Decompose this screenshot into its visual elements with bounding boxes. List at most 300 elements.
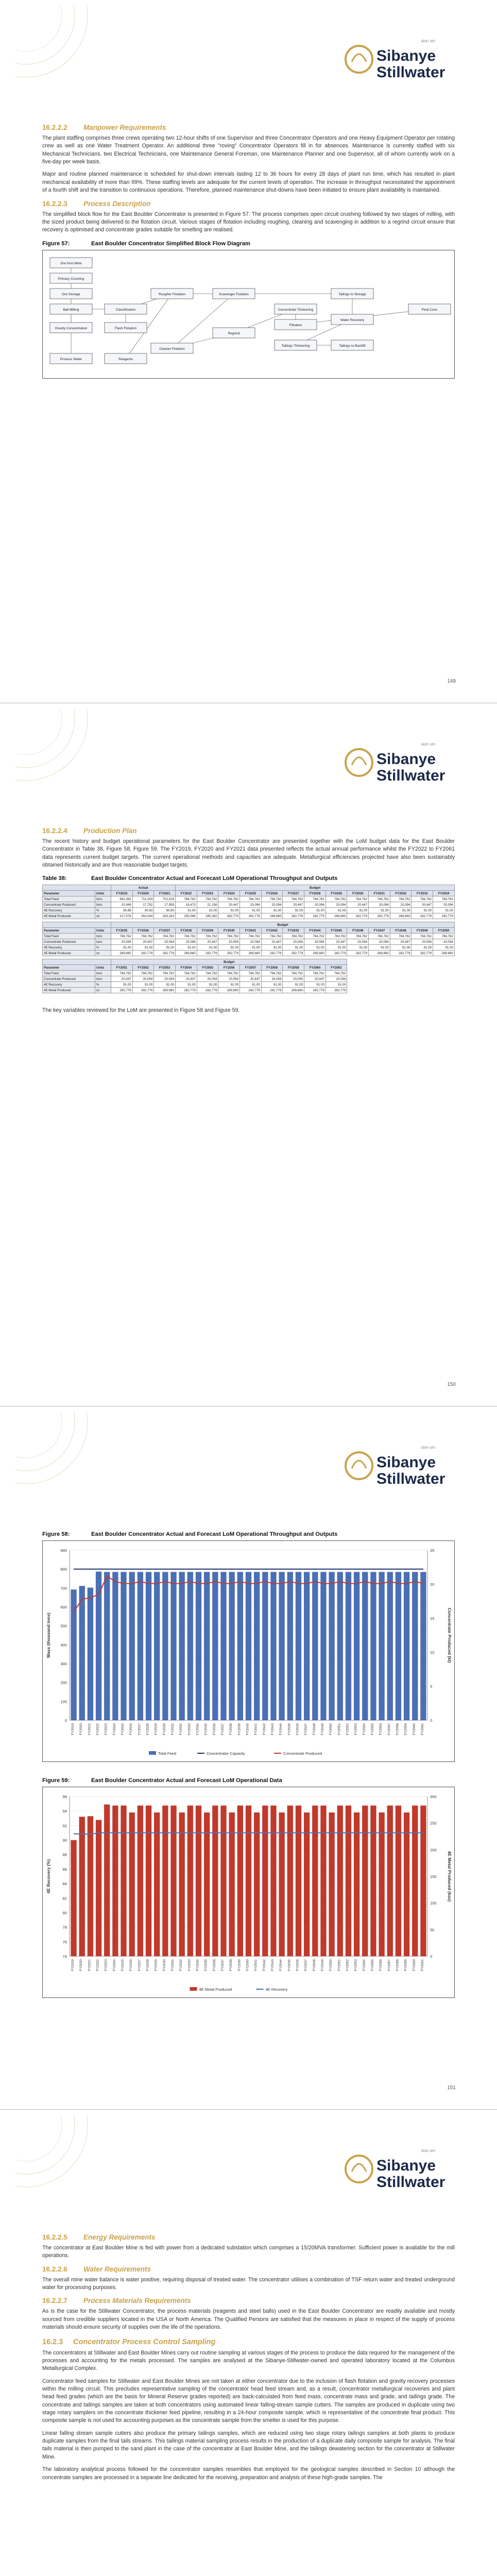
bar — [279, 1812, 284, 1956]
section-heading-water: 16.2.2.6 Water Requirements — [42, 2265, 151, 2273]
flow-block — [50, 353, 92, 364]
bar — [387, 1572, 393, 1720]
bar — [154, 1812, 160, 1956]
flow-block-label: Flash Flotation — [114, 326, 137, 330]
flow-block-label: Concentrate Thickening — [278, 308, 314, 312]
logo-svg — [342, 734, 451, 791]
bar — [104, 1805, 110, 1957]
bar — [212, 1806, 218, 1956]
flow-block — [275, 319, 317, 330]
bar — [88, 1816, 93, 1956]
logo-tagline: sion sm — [421, 2148, 435, 2153]
x-tick-label: FY2052 — [346, 1959, 350, 1971]
x-tick-label: FY2023 — [104, 1723, 108, 1735]
flow-block — [105, 323, 147, 333]
bar — [412, 1572, 418, 1720]
x-tick-label: FY2028 — [146, 1959, 150, 1971]
section-heading-energy: 16.2.2.5 Energy Requirements — [42, 2233, 156, 2241]
y2-tick-label: 100 — [430, 1901, 437, 1906]
bar — [304, 1812, 310, 1956]
bar — [170, 1572, 176, 1720]
bar — [129, 1572, 135, 1720]
logo-mark-icon — [346, 749, 372, 776]
x-tick-label: FY2033 — [187, 1723, 192, 1735]
bar — [329, 1812, 334, 1956]
bar — [354, 1572, 359, 1720]
table-row: 4E Metal Produced oz 217,578 262,044 263,333 255,568 285,382 282,779 282,779 269,660 282,779 282,779 269,660 282,779 282,779 269,660 282,779 282,779 — [43, 913, 455, 919]
y2-tick-label: 250 — [430, 1821, 437, 1826]
y2-tick-label: 25 — [430, 1548, 435, 1553]
paragraph: The concentrators at Stillwater and East Boulder Mines carry out routine sampling at various stages of the process to produce the data required for the management of the processes and accounting for the metals processed. The samples are analysed at the Sibanye-Stillwater-owned and operated laboratory located at the Columbus Metallurgical Complex. — [42, 2349, 455, 2372]
bar — [396, 1572, 401, 1720]
x-tick-label: FY2019 — [71, 1723, 75, 1735]
table-group-row — [43, 959, 455, 965]
decorative-rings-icon — [15, 708, 103, 796]
logo-svg — [342, 31, 451, 88]
y-tick-label: 80 — [62, 1910, 67, 1916]
flow-block-label: Gravity Concentration — [55, 326, 88, 330]
x-tick-label: FY2034 — [196, 1723, 200, 1735]
flow-block-label: Process Water — [60, 357, 82, 361]
flow-line — [172, 294, 234, 348]
legend-label: Total Feed — [158, 1751, 177, 1756]
budget-header: Budget — [176, 885, 455, 891]
flow-block — [105, 353, 147, 364]
bar — [420, 1572, 426, 1720]
bar — [320, 1806, 326, 1956]
bar — [129, 1812, 135, 1956]
y-axis-label: 4E Recovery (%) — [46, 1859, 51, 1894]
logo-mark-icon — [346, 1452, 372, 1479]
paragraph: The laboratory analytical process followed for the concentrator samples resembles that employed for the geological samples described in Section 10 although the concentrate samples are processed in a separate line dedicated for the receiving, preparation and analysis of these high-grade samples. The — [42, 2466, 455, 2481]
logo-mark-icon — [352, 757, 366, 765]
y-tick-label: 200 — [60, 1680, 67, 1685]
logo-mark-icon — [352, 54, 366, 62]
y2-axis-label: 4E Metal Produced (koz) — [447, 1851, 452, 1902]
page-150 — [0, 703, 497, 1406]
logo-tagline: sion sm — [421, 742, 435, 747]
logo-tagline: sion sm — [421, 1445, 435, 1450]
x-tick-label: FY2056 — [379, 1723, 383, 1735]
table-row: Total Feed tons 784,762 784,762 784,762 784,762 784,762 784,762 784,762 784,762 784,762 784,762 784,762 — [43, 971, 455, 976]
flow-block — [105, 304, 147, 314]
table-row: Concentrate Produced tons 20,447 20,094 20,094 20,447 20,094 20,094 20,447 20,094 20,094 20,447 20,094 — [43, 976, 455, 982]
table-row: 4E Recovery % 91.00 91.00 91.00 91.00 91.00 91.00 91.00 91.00 91.00 91.00 91.00 — [43, 982, 455, 988]
y2-tick-label: 0 — [430, 1954, 433, 1959]
bar — [220, 1806, 226, 1956]
logo-mark-icon — [346, 46, 372, 73]
x-tick-label: FY2022 — [96, 1959, 100, 1971]
x-tick-label: FY2038 — [229, 1723, 233, 1735]
x-tick-label: FY2031 — [171, 1723, 175, 1735]
x-tick-label: FY2025 — [121, 1723, 125, 1735]
flow-block-label: Ball Milling — [63, 308, 79, 312]
flow-block-label: Filtration — [289, 323, 302, 327]
page-number: 151 — [447, 2085, 456, 2091]
bar — [370, 1572, 376, 1720]
legend-label: Concentrate Produced — [283, 1751, 322, 1756]
flow-block-label: Final Conc — [421, 308, 438, 312]
bar — [79, 1586, 85, 1720]
flow-block-label: Tailings Thickening — [281, 344, 310, 348]
bar — [229, 1572, 235, 1720]
bar — [162, 1806, 168, 1956]
x-tick-label: FY2060 — [412, 1723, 416, 1735]
production-table — [42, 885, 455, 993]
x-tick-label: FY2037 — [221, 1723, 225, 1735]
x-tick-label: FY2050 — [329, 1959, 333, 1971]
y2-tick-label: 15 — [430, 1616, 435, 1621]
logo-mark-icon — [346, 2156, 372, 2182]
budget-header: Budget — [111, 959, 347, 965]
x-tick-label: FY2026 — [129, 1959, 133, 1971]
y-tick-label: 86 — [62, 1867, 67, 1872]
table-caption: Table 38: East Boulder Concentrator Actual and Forecast LoM Operational Throughput and Outputs — [42, 875, 338, 882]
x-tick-label: FY2023 — [104, 1959, 108, 1971]
x-tick-label: FY2059 — [404, 1723, 408, 1735]
legend-label: Concentrator Capacity — [207, 1751, 245, 1756]
x-tick-label: FY2061 — [420, 1723, 424, 1735]
bar — [229, 1812, 235, 1956]
x-tick-label: FY2030 — [162, 1959, 166, 1971]
decorative-rings-icon — [15, 2115, 103, 2202]
x-tick-label: FY2039 — [237, 1723, 242, 1735]
y2-tick-label: 200 — [430, 1848, 437, 1853]
bar — [312, 1572, 318, 1720]
x-tick-label: FY2027 — [138, 1723, 142, 1735]
bar — [179, 1812, 185, 1956]
logo-name-bottom: Stillwater — [376, 767, 445, 784]
decorative-rings-icon — [15, 5, 103, 93]
flow-block-label: Tailings to Backfill — [339, 344, 366, 348]
x-tick-label: FY2059 — [404, 1959, 408, 1971]
flow-block-label: Rougher Flotation — [159, 292, 185, 296]
logo-mark-icon — [352, 2164, 366, 2172]
bar — [279, 1572, 284, 1720]
bar — [187, 1806, 193, 1956]
logo-name-bottom: Stillwater — [376, 64, 445, 81]
sibanye-stillwater-logo — [342, 734, 451, 791]
y-tick-label: 400 — [60, 1642, 67, 1648]
table-row: Total Feed tons 784,762 784,762 784,762 784,762 784,762 784,762 784,762 784,762 784,762 784,762 784,762 784,762 784,762 784,762 784,762 784,762 — [43, 934, 455, 939]
bar — [412, 1806, 418, 1956]
legend-swatch — [190, 1987, 197, 1991]
bar — [254, 1572, 260, 1720]
paragraph: Major and routine planned maintenance is scheduled for shut-down intervals lasting 12 to 36 hours for every 28 days of plant run time, which has resulted in plant mechanical availability of more than 99%. These staffing levels are adequate for the current levels of operation. The increase in throughput necessitated the appointment of a fourth shift and the transition to continuous operations. Therefore, planned maintenance shut-downs have been initiated to ensure plant availability is maintained. — [42, 171, 455, 194]
y-tick-label: 96 — [62, 1794, 67, 1799]
flow-block — [151, 343, 193, 353]
x-tick-label: FY2047 — [304, 1959, 308, 1971]
bar — [270, 1806, 276, 1956]
chart-operational — [42, 1787, 455, 1998]
x-tick-label: FY2048 — [312, 1959, 316, 1971]
x-tick-label: FY2036 — [212, 1723, 216, 1735]
flow-block — [275, 304, 317, 314]
flow-block — [50, 273, 92, 283]
paragraph: The overall mine water balance is water positive, requiring disposal of treated water. The concentrator utilises a combination of TSF return water and treated underground water for processing purposes. — [42, 2276, 455, 2291]
bar — [179, 1572, 185, 1720]
bar — [404, 1812, 409, 1956]
bar — [346, 1572, 351, 1720]
x-tick-label: FY2020 — [79, 1723, 83, 1735]
x-tick-label: FY2054 — [362, 1723, 366, 1735]
logo-mark-icon — [352, 1461, 366, 1468]
bar — [246, 1572, 251, 1720]
y-tick-label: 700 — [60, 1586, 67, 1591]
x-tick-label: FY2047 — [304, 1723, 308, 1735]
paragraph: As is the case for the Stillwater Concentrator, the process materials (reagents and steel balls) used in the East Boulder Concentrator are readily available and mostly sourced from credible suppliers located in the USA or North America. The Qualified Persons are satisfied that the measures in place in respect of the supply of process materials should ensure security of supplies over the life of the operations. — [42, 2308, 455, 2331]
bar — [162, 1572, 168, 1720]
table-row: Total Feed tons 692,382 711,004 701,516 786,762 784,762 784,762 784,762 784,762 784,762 784,762 784,762 784,762 784,762 784,762 784,762 784,762 — [43, 896, 455, 902]
bar — [237, 1572, 243, 1720]
logo-name-top: Sibanye — [376, 1454, 436, 1471]
bar — [296, 1572, 301, 1720]
flow-block-label: Water Recovery — [340, 318, 365, 322]
logo-svg — [342, 2141, 451, 2197]
bar — [379, 1572, 384, 1720]
x-tick-label: FY2045 — [287, 1723, 292, 1735]
y-tick-label: 88 — [62, 1852, 67, 1857]
x-tick-label: FY2040 — [246, 1723, 250, 1735]
flow-block — [331, 289, 373, 299]
flow-block — [331, 340, 373, 350]
x-tick-label: FY2057 — [387, 1723, 391, 1735]
bar — [138, 1806, 143, 1956]
x-tick-label: FY2045 — [287, 1959, 292, 1971]
bar — [204, 1572, 210, 1720]
y-tick-label: 800 — [60, 1567, 67, 1572]
section-heading-process-description: 16.2.2.3 Process Description — [42, 199, 151, 208]
x-tick-label: FY2032 — [179, 1723, 183, 1735]
bar — [96, 1820, 101, 1956]
logo-name-top: Sibanye — [376, 47, 436, 64]
flow-block — [50, 258, 92, 268]
sibanye-stillwater-logo — [342, 2141, 451, 2197]
x-tick-label: FY2041 — [254, 1723, 258, 1735]
bar — [320, 1572, 326, 1720]
y2-tick-label: 5 — [430, 1684, 433, 1689]
bar — [187, 1572, 193, 1720]
x-tick-label: FY2031 — [171, 1959, 175, 1971]
x-tick-label: FY2039 — [237, 1959, 242, 1971]
y2-axis-label: Concentrate Produced (kt) — [447, 1607, 452, 1663]
page-number: 149 — [447, 679, 456, 684]
bar — [362, 1572, 368, 1720]
bar — [337, 1572, 343, 1720]
flow-block-label: Cleaner Flotation — [159, 347, 185, 351]
y-tick-label: 78 — [62, 1925, 67, 1930]
x-tick-label: FY2029 — [154, 1723, 158, 1735]
x-tick-label: FY2044 — [279, 1959, 283, 1971]
x-tick-label: FY2053 — [354, 1959, 358, 1971]
x-tick-label: FY2028 — [146, 1723, 150, 1735]
x-tick-label: FY2036 — [212, 1959, 216, 1971]
section-heading-manpower: 16.2.2.2 Manpower Requirements — [42, 124, 166, 131]
bar — [196, 1572, 201, 1720]
x-tick-label: FY2035 — [204, 1723, 208, 1735]
x-tick-label: FY2038 — [229, 1959, 233, 1971]
table-row: 4E Recovery % 90.86 90.83 90.80 91.00 91.00 91.00 91.00 91.00 91.00 91.00 91.00 91.00 91.00 91.00 91.00 91.00 — [43, 908, 455, 913]
x-tick-label: FY2054 — [362, 1959, 366, 1971]
y2-tick-label: 20 — [430, 1582, 435, 1587]
paragraph: Concentrator feed samples for Stillwater and East Boulder Mines are not taken at either concentrator due to the inclusion of flash flotation and gravity recovery processes within the milling circuit. This precludes representative sampling of the concentrator head feed stream and, as a result, concentrator metallurgical recoveries and plant head feed grades (which are the basis for Mineral Reserve grades reported) are back-calculated from feed mass, concentrate mass and grade, and tailings grade. The concentrate and tailings samples are taken at both concentrators using automated linear falling-stream sample cutters. The samples are produced in duplicate using two stage rotary samplers on the concentrate thickener feed pipeline, resulting in a 24-hour composite sample, which is representative of the concentrate final product. This composite sample is not used for accounting purposes as the concentrate sample from the smelter is used for this purpose. — [42, 2378, 455, 2424]
section-heading-production-plan: 16.2.2.4 Production Plan — [42, 827, 137, 835]
x-tick-label: FY2043 — [270, 1723, 275, 1735]
page-149 — [0, 0, 497, 703]
bar — [237, 1806, 243, 1956]
flow-block-label: Tailings to Storage — [338, 292, 366, 296]
x-tick-label: FY2052 — [346, 1723, 350, 1735]
y-tick-label: 0 — [64, 1718, 67, 1723]
x-tick-label: FY2051 — [337, 1959, 341, 1971]
bar — [379, 1812, 384, 1956]
flow-block-label: Reagents — [118, 357, 133, 361]
production-table-grid — [42, 885, 455, 993]
bar — [112, 1572, 118, 1720]
logo-name-bottom: Stillwater — [376, 1470, 445, 1487]
bar — [146, 1572, 151, 1720]
x-tick-label: FY2053 — [354, 1723, 358, 1735]
legend-label: 4E Metal Produced — [199, 1987, 232, 1992]
y-tick-label: 100 — [60, 1699, 67, 1704]
sibanye-stillwater-logo — [342, 1437, 451, 1494]
budget-header: Budget — [111, 922, 455, 928]
bar — [71, 1840, 76, 1956]
block-flow-diagram — [42, 250, 455, 379]
x-tick-label: FY2058 — [396, 1723, 400, 1735]
x-tick-label: FY2051 — [337, 1723, 341, 1735]
bar — [296, 1806, 301, 1956]
bar — [88, 1588, 93, 1720]
y-tick-label: 90 — [62, 1838, 67, 1843]
y2-tick-label: 10 — [430, 1650, 435, 1655]
table-header-row: Parameter Units FY2019 FY2020 FY2021 FY2022 FY2023 FY2024 FY2025 FY2026 FY2027 FY2028 FY2029 FY2030 FY2031 FY2032 FY2033 FY2034 — [43, 891, 455, 896]
x-tick-label: FY2021 — [88, 1723, 92, 1735]
bar — [329, 1572, 334, 1720]
logo-name-top: Sibanye — [376, 2157, 436, 2174]
table-row: Concentrate Produced tons 15,949 17,752 17,959 18,473 21,156 20,447 20,094 20,094 20,447 20,094 20,094 20,447 20,094 20,094 20,447 20,094 — [43, 902, 455, 908]
x-tick-label: FY2041 — [254, 1959, 258, 1971]
x-tick-label: FY2049 — [320, 1959, 324, 1971]
logo-tagline: sion sm — [421, 39, 435, 43]
y-tick-label: 76 — [62, 1939, 67, 1944]
x-tick-label: FY2057 — [387, 1959, 391, 1971]
paragraph: Linear falling stream sample cutters also produce the primary tailings samples, which are reduced using two stage rotary tailings samplers at both plants to produce duplicate samples from the final tails streams. This tailings material sampling process results in the production of a duplicate daily composite sample for analysis. The final tails material is then pumped to the sand plant in the case of the concentrator at East Boulder Mine, and the tailings dewatering section for the concentrator at Stillwater Mine. — [42, 2430, 455, 2460]
y2-tick-label: 300 — [430, 1794, 437, 1799]
y-tick-label: 92 — [62, 1823, 67, 1828]
table-group-row — [43, 922, 455, 928]
flow-block-label: Ore from Mine — [60, 261, 82, 265]
paragraph: The key variables reviewed for the LoM are presented in Figure 58 and Figure 59. — [42, 1007, 240, 1014]
flow-block-label: Scavenger Flotation — [219, 292, 249, 296]
x-tick-label: FY2050 — [329, 1723, 333, 1735]
x-tick-label: FY2049 — [320, 1723, 324, 1735]
bar — [346, 1806, 351, 1956]
x-tick-label: FY2022 — [96, 1723, 100, 1735]
x-tick-label: FY2026 — [129, 1723, 133, 1735]
y2-tick-label: 0 — [430, 1718, 433, 1723]
table-row: Concentrate Produced tons 20,094 20,447 20,094 20,094 20,447 20,094 20,094 20,447 20,094 20,094 20,447 20,094 20,094 20,447 20,094 20,094 — [43, 939, 455, 945]
bar — [370, 1806, 376, 1956]
flow-block-label: Regrind — [228, 331, 240, 335]
flow-block — [275, 340, 317, 350]
throughput-chart-svg — [43, 1541, 454, 1761]
figure-caption: Figure 58: East Boulder Concentrator Actual and Forecast LoM Operational Throughput and Outputs — [42, 1531, 338, 1537]
flow-block — [213, 289, 255, 299]
section-heading-process-materials: 16.2.2.7 Process Materials Requirements — [42, 2297, 191, 2305]
x-tick-label: FY2048 — [312, 1723, 316, 1735]
bar — [287, 1572, 293, 1720]
table-group-row — [43, 885, 455, 891]
x-tick-label: FY2043 — [270, 1959, 275, 1971]
paragraph: The plant staffing comprises three crews operating two 12-hour shifts of one Supervisor and three Concentrator Operators and one Heavy Equipment Operator per rotating crew as well as one Water Treatment Operator. An additional three "roving" Concentrator Operators fill in for absences. Maintenance is currently staffed with six Mechanical Technicians, two Electrical Technicians, one Maintenance General Foreman, one Maintenance Planner and one Supervisor, all of whom currently work on a five-day per week basis. — [42, 135, 455, 165]
flow-block — [408, 304, 451, 314]
y-tick-label: 82 — [62, 1896, 67, 1901]
x-tick-label: FY2027 — [138, 1959, 142, 1971]
bar — [79, 1817, 85, 1956]
legend-label: 4E Recovery — [265, 1987, 288, 1992]
x-tick-label: FY2033 — [187, 1959, 192, 1971]
x-tick-label: FY2042 — [262, 1723, 266, 1735]
bar — [220, 1572, 226, 1720]
bar — [362, 1806, 368, 1956]
table-header-row: Parameter Units FY2051 FY2052 FY2053 FY2054 FY2055 FY2056 FY2057 FY2058 FY2059 FY2060 FY2061 — [43, 965, 455, 971]
flow-block-label: Ore Storage — [62, 292, 80, 296]
x-tick-label: FY2030 — [162, 1723, 166, 1735]
x-tick-label: FY2019 — [71, 1959, 75, 1971]
flow-block — [50, 304, 92, 314]
x-tick-label: FY2020 — [79, 1959, 83, 1971]
flow-block — [50, 323, 92, 333]
figure-caption: Figure 59: East Boulder Concentrator Actual and Forecast LoM Operational Data — [42, 1777, 282, 1784]
x-tick-label: FY2034 — [196, 1959, 200, 1971]
bar — [270, 1572, 276, 1720]
x-tick-label: FY2056 — [379, 1959, 383, 1971]
y-axis-label: Mass (thousand tons) — [46, 1613, 51, 1658]
y-tick-label: 300 — [60, 1662, 67, 1666]
chart-throughput — [42, 1540, 455, 1762]
table-row: 4E Recovery % 91.00 91.00 91.00 91.00 91.00 91.00 91.00 91.00 91.00 91.00 91.00 91.00 91.00 91.00 91.00 91.00 — [43, 945, 455, 951]
flow-block — [213, 328, 255, 338]
x-tick-label: FY2024 — [112, 1959, 116, 1971]
x-tick-label: FY2035 — [204, 1959, 208, 1971]
bar — [254, 1812, 260, 1956]
logo-svg — [342, 1437, 451, 1494]
y-tick-label: 94 — [62, 1809, 67, 1814]
y-tick-label: 600 — [60, 1605, 67, 1609]
flow-block — [331, 314, 373, 325]
legend-swatch — [149, 1751, 156, 1755]
x-tick-label: FY2046 — [296, 1723, 300, 1735]
bar — [138, 1572, 143, 1720]
flow-block — [151, 289, 193, 299]
x-tick-label: FY2024 — [112, 1723, 116, 1735]
bar — [196, 1806, 201, 1956]
logo-name-bottom: Stillwater — [376, 2174, 445, 2191]
actual-header: Actual — [111, 885, 176, 891]
bar — [170, 1806, 176, 1956]
bar — [204, 1812, 210, 1956]
bar — [146, 1806, 151, 1956]
x-tick-label: FY2058 — [396, 1959, 400, 1971]
bar — [420, 1806, 426, 1956]
x-tick-label: FY2044 — [279, 1723, 283, 1735]
x-tick-label: FY2055 — [370, 1723, 374, 1735]
x-tick-label: FY2046 — [296, 1959, 300, 1971]
flow-block — [50, 289, 92, 299]
section-heading-sampling: 16.2.3 Concentrator Process Control Sampling — [42, 2337, 216, 2346]
operational-chart-svg — [43, 1787, 454, 1997]
